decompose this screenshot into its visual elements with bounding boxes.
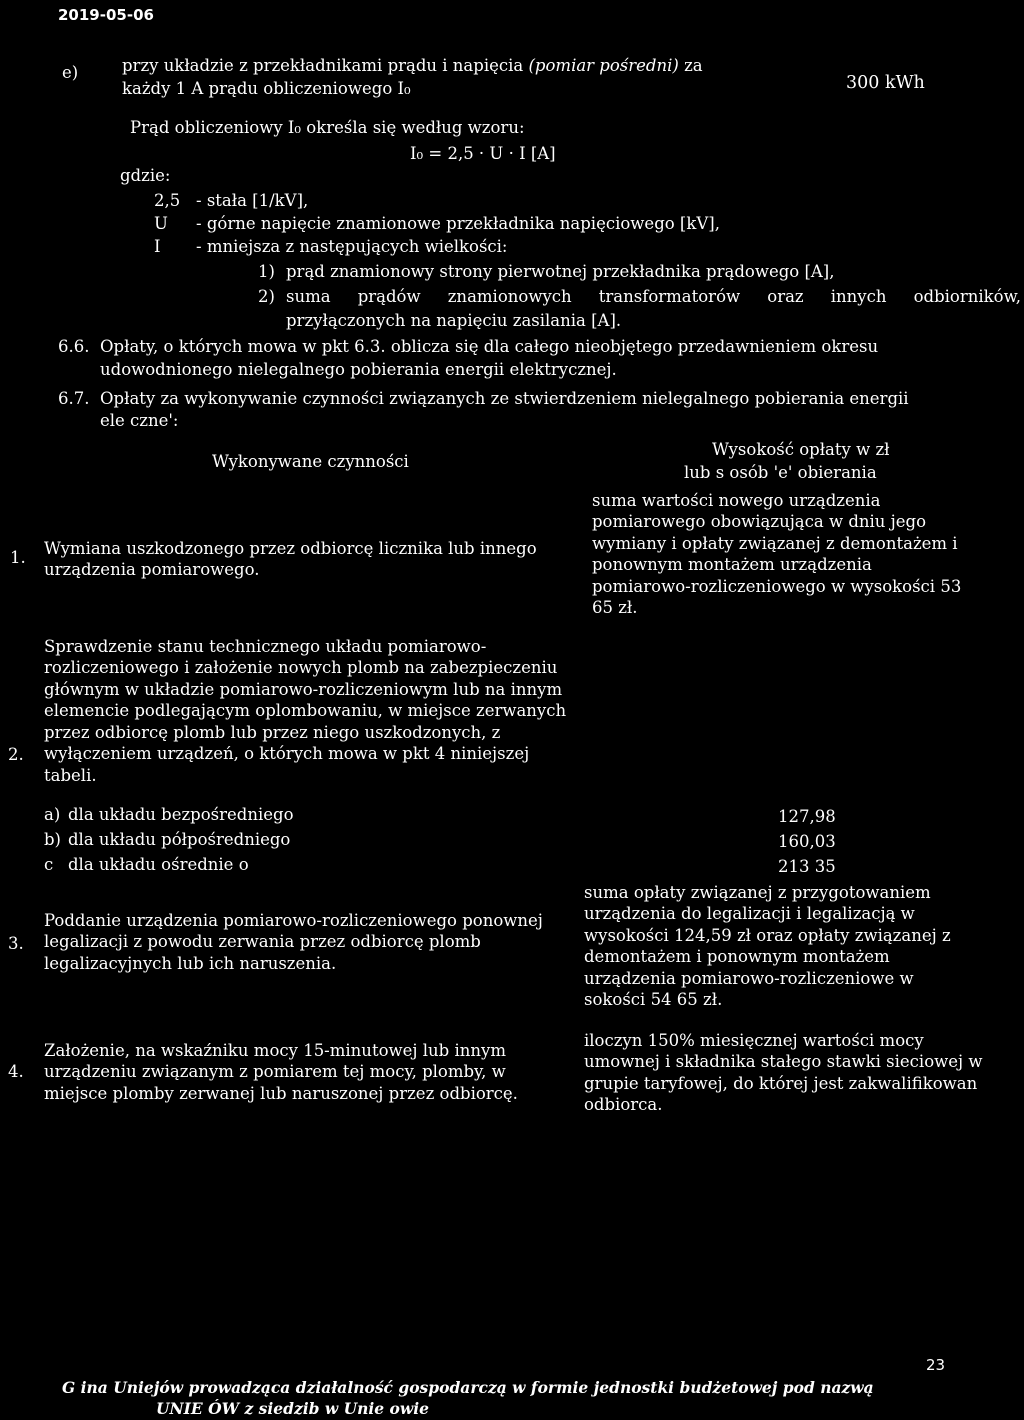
table-row-fee: iloczyn 150% miesięcznej wartości mocy umownej i składnika stałego stawki sieciowej w grupie taryfowej, do której jest zakwalifikowan odbiorca. xyxy=(584,1031,983,1115)
sub-item-number: 1) xyxy=(258,262,275,281)
table-row-activity: Wymiana uszkodzonego przez odbiorcę licznika lub innego urządzenia pomiarowego. xyxy=(44,539,537,580)
table-row-number: 3. xyxy=(8,934,24,953)
sub-item-text: suma prądów znamionowych transformatorów oraz innych odbiorników, xyxy=(286,287,1021,306)
definition-symbol: I xyxy=(154,237,161,256)
table-sub-value: 160,03 xyxy=(778,832,836,851)
table-row-fee: suma wartości nowego urządzenia pomiarowego obowiązująca w dniu jego wymiany i opłaty związanej z demontażem i ponownym montażem urządzenia pomiarowo-rozliczeniowego w wysokości 53 65 zł. xyxy=(592,491,962,618)
section-6-6-number: 6.6. xyxy=(58,337,90,356)
table-header-left: Wykonywane czynności xyxy=(212,452,409,471)
sub-item-number: 2) xyxy=(258,287,275,306)
table-row-number: 1. xyxy=(10,548,26,567)
table-row-activity: Sprawdzenie stanu technicznego układu pomiarowo-rozliczeniowego i założenie nowych plomb na zabezpieczeniu głównym w układzie pomiarowo-rozliczeniowym lub na innym elemencie podlegającym oplombowaniu, w miejsce zerwanych przez odbiorcę plomb lub przez niego uszkodzonych, z wyłączeniem urządzeń, o których mowa w pkt 4 niniejszej tabeli. xyxy=(44,637,567,785)
document-date: 2019-05-06 xyxy=(58,6,154,24)
item-e-line2: każdy 1 A prądu obliczeniowego I₀ xyxy=(122,79,411,98)
page-number: 23 xyxy=(926,1356,946,1374)
table-sub-letter: a) xyxy=(44,805,61,824)
table-sub-letter: c xyxy=(44,855,54,874)
section-6-6-line1: Opłaty, o których mowa w pkt 6.3. oblicza się dla całego nieobjętego przedawnieniem okresu xyxy=(100,337,879,356)
definition-text: - mniejsza z następujących wielkości: xyxy=(196,237,508,256)
definition-symbol: U xyxy=(154,214,168,233)
section-6-6-line2: udowodnionego nielegalnego pobierania energii elektrycznej. xyxy=(100,360,617,379)
table-sub-text: dla układu półpośredniego xyxy=(68,830,291,849)
table-row-activity: Założenie, na wskaźniku mocy 15-minutowej lub innym urządzeniu związanym z pomiarem tej mocy, plomby, w miejsce plomby zerwanej lub naruszonej przez odbiorcę. xyxy=(44,1041,518,1103)
formula-gdzie: gdzie: xyxy=(120,166,171,185)
table-row-number: 2. xyxy=(8,745,24,764)
item-e-letter: e) xyxy=(62,63,79,82)
table-header-right-line1: Wysokość opłaty w zł xyxy=(712,440,890,459)
table-sub-text: dla układu bezpośredniego xyxy=(68,805,294,824)
table-header-right-line2: lub s osób 'e' obierania xyxy=(684,463,877,482)
formula-intro: Prąd obliczeniowy I₀ określa się według wzoru: xyxy=(130,118,525,137)
table-row-fee: suma opłaty związanej z przygotowaniem urządzenia do legalizacji i legalizacją w wysokości 124,59 zł oraz opłaty związanej z demontażem i ponownym montażem urządzenia pomiarowo-rozliczeniowe w sokości 54 65 zł. xyxy=(584,883,951,1010)
table-sub-value: 127,98 xyxy=(778,807,836,826)
formula-equation: I₀ = 2,5 · U · I [A] xyxy=(410,144,556,163)
footer-line1: G ina Uniejów prowadząca działalność gospodarczą w formie jednostki budżetowej pod nazwą xyxy=(62,1378,874,1397)
definition-symbol: 2,5 xyxy=(154,191,181,210)
sub-item-text: prąd znamionowy strony pierwotnej przekładnika prądowego [A], xyxy=(286,262,835,281)
section-6-7-line2: ele czne': xyxy=(100,411,179,430)
table-sub-text: dla układu ośrednie o xyxy=(68,855,249,874)
footer-line2: UNIE ÓW z siedzib w Unie owie xyxy=(156,1399,429,1418)
item-e-line1: przy układzie z przekładnikami prądu i napięcia (pomiar pośredni) za xyxy=(122,56,703,75)
sub-item-text-cont: przyłączonych na napięciu zasilania [A]. xyxy=(286,311,622,330)
table-sub-letter: b) xyxy=(44,830,61,849)
section-6-7-line1: Opłaty za wykonywanie czynności związanych ze stwierdzeniem nielegalnego pobierania energii xyxy=(100,389,909,408)
table-sub-value: 213 35 xyxy=(778,857,836,876)
definition-text: - górne napięcie znamionowe przekładnika napięciowego [kV], xyxy=(196,214,720,233)
table-row-activity: Poddanie urządzenia pomiarowo-rozliczeniowego ponownej legalizacji z powodu zerwania przez odbiorcę plomb legalizacyjnych lub ich naruszenia. xyxy=(44,911,543,973)
table-row-number: 4. xyxy=(8,1062,24,1081)
item-e-value: 300 kWh xyxy=(846,73,925,93)
definition-text: - stała [1/kV], xyxy=(196,191,309,210)
section-6-7-number: 6.7. xyxy=(58,389,90,408)
